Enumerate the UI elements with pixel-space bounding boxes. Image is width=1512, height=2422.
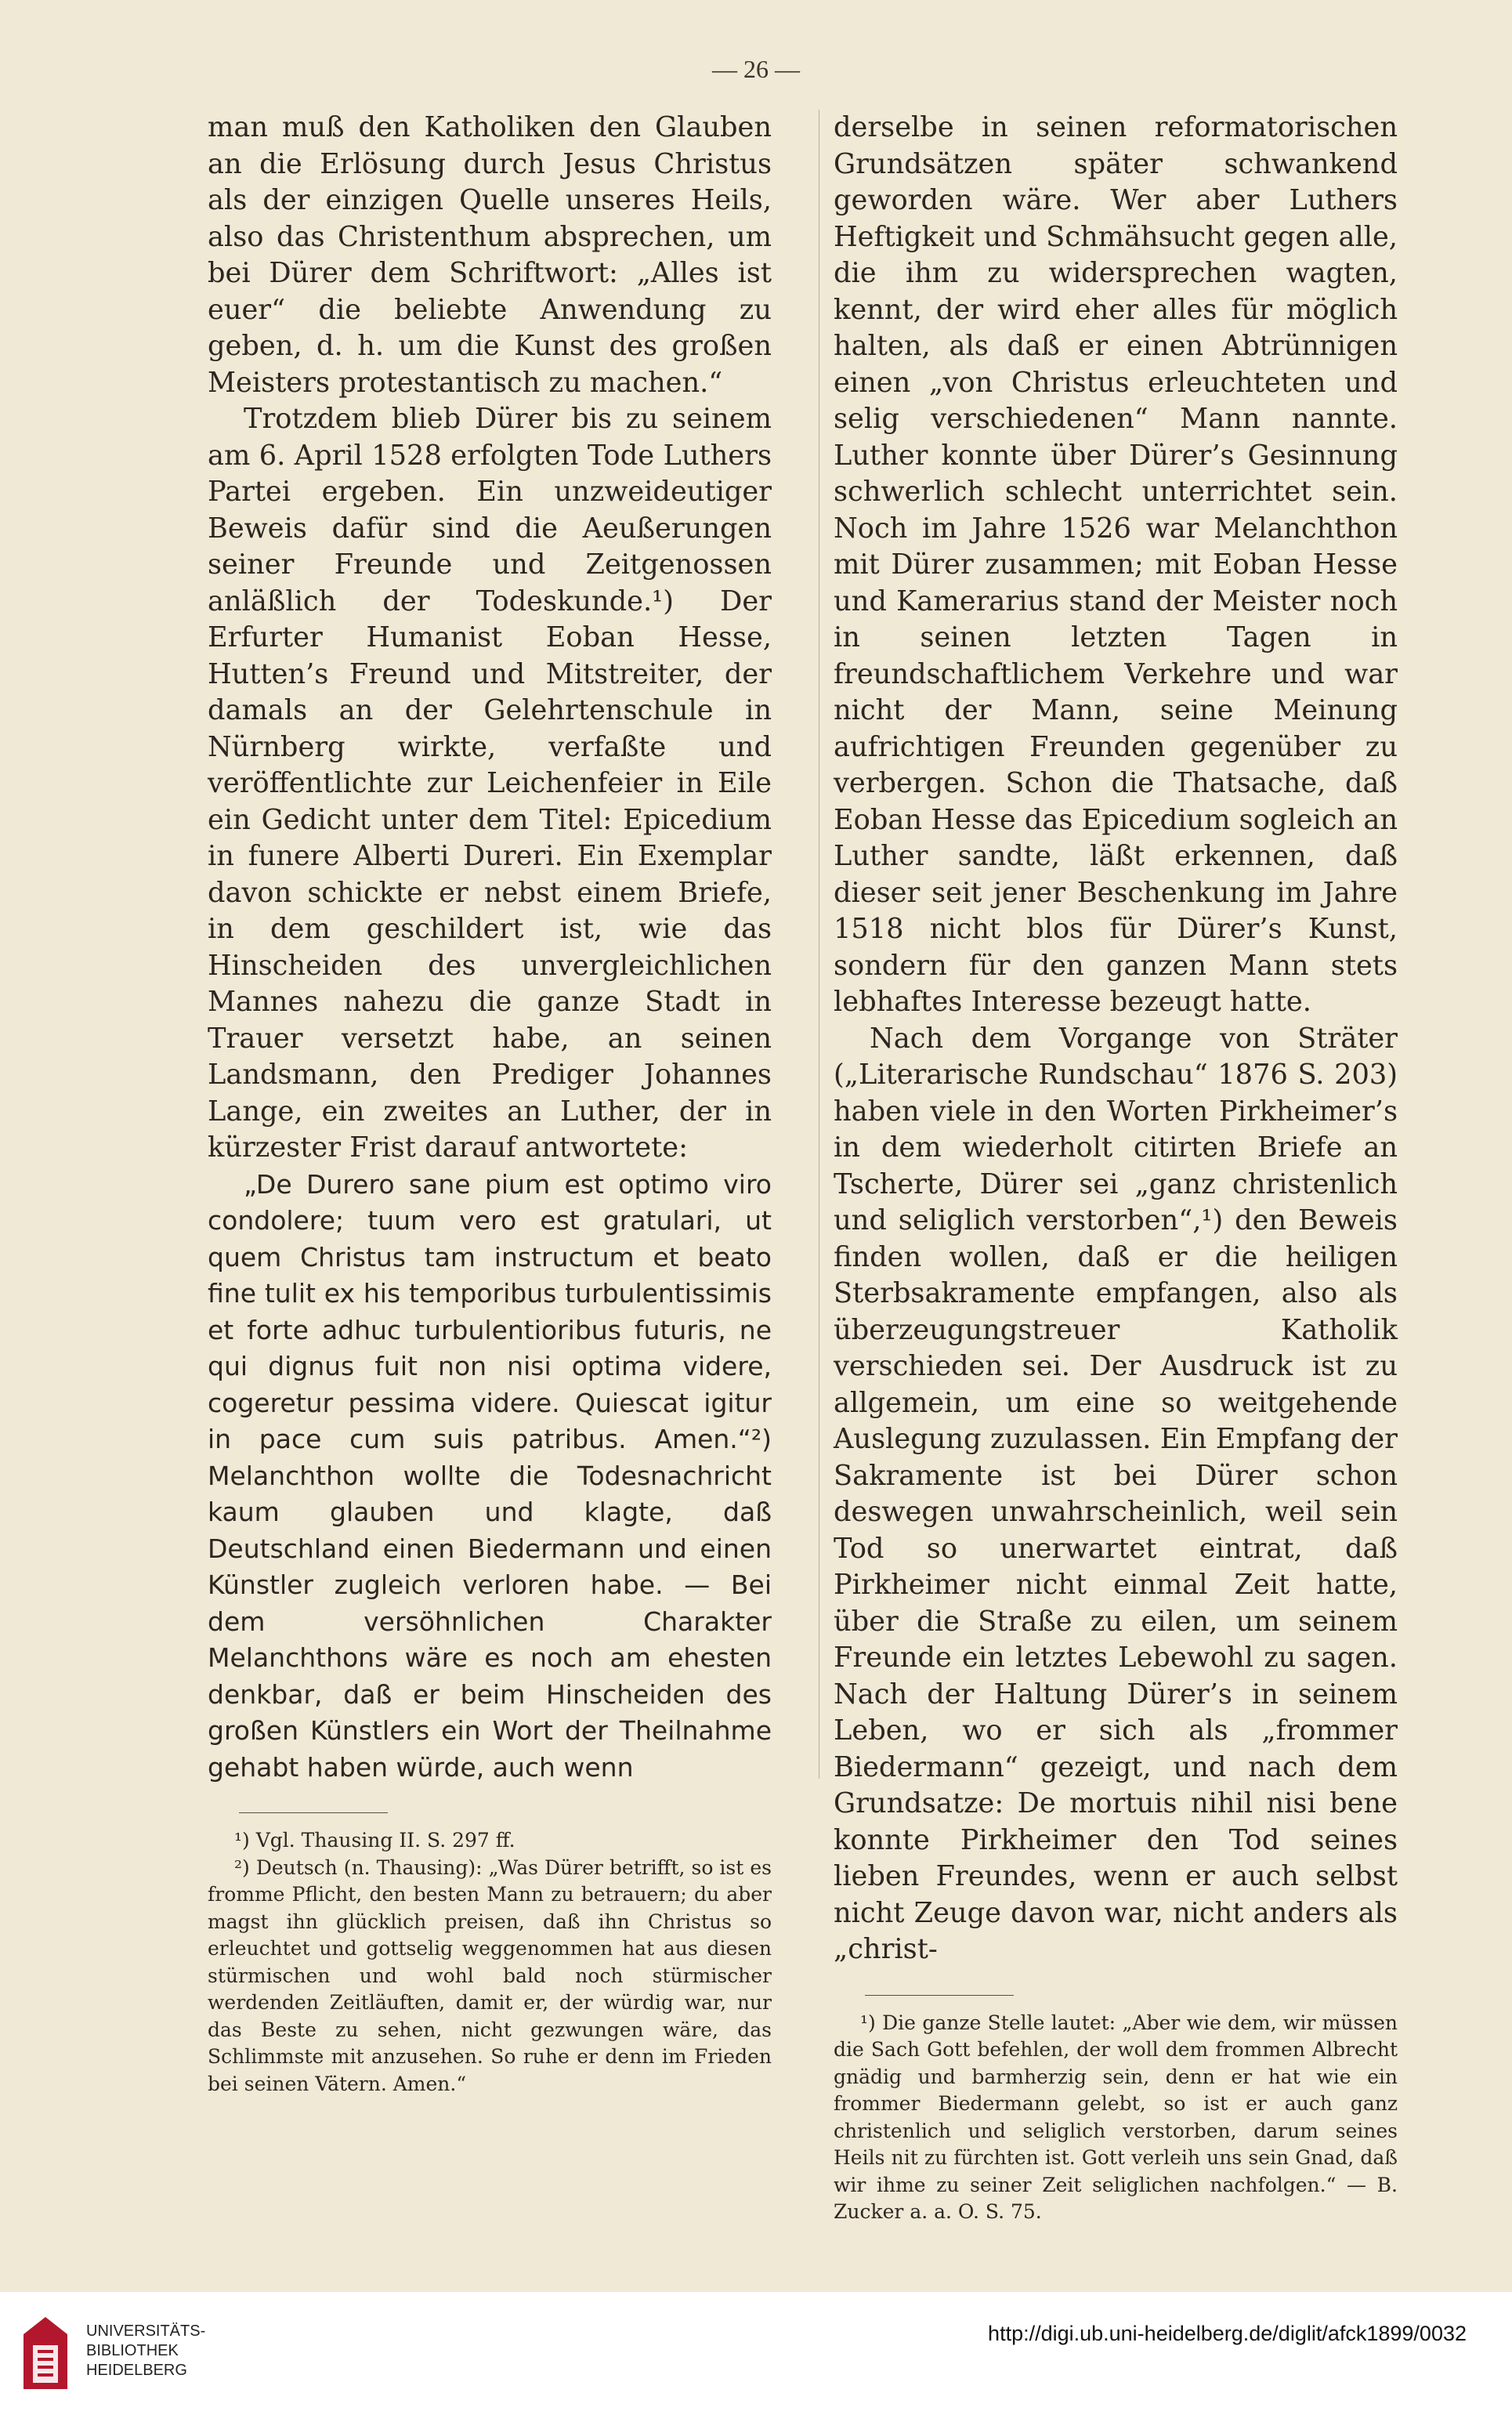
- right-footnotes: [834, 2010, 1398, 2226]
- footnote-2: ²) Deutsch (n. Thausing): „Was Dürer betrifft, so ist es fromme Pflicht, den besten Mann zu betrauern; du aber magst ihn glücklich preisen, daß ihn Christus so erleuchtet und gottselig weggenommen hat aus diesen stürmischen und wohl bald noch stürmischer werdenden Zeitläuften, damit er, der würdig war, nur das Beste zu sehen, nicht gezwungen wäre, das Schlimmste mit anzusehen. So ruhe er denn im Frieden bei seinen Vätern. Amen.“: [208, 1855, 772, 2095]
- left-paragraph-2: Trotzdem blieb Dürer bis zu seinem am 6. April 1528 erfolgten Tode Luthers Partei ergeben. Ein unzweideutiger Beweis dafür sind die Aeußerungen seiner Freunde und Zeitgenossen anläßlich der Todeskunde.¹) Der Erfurter Humanist Eoban Hesse, Hutten’s Freund und Mitstreiter, der damals an der Gelehrtenschule in Nürnberg wirkte, verfaßte und veröffentlichte zur Leichenfeier in Eile ein Gedicht unter dem Titel: Epicedium in funere Alberti Dureri. Ein Exemplar davon schickte er nebst einem Briefe, in dem geschildert ist, wie das Hinscheiden des unvergleichlichen Mannes nahezu die ganze Stadt in Trauer versetzt habe, an seinen Landsmann, den Prediger Johannes Lange, ein zweites an Luther, der in kürzester Frist darauf antwortete:: [208, 403, 772, 1164]
- page-number: — 26 —: [712, 55, 800, 83]
- right-paragraph-2: Nach dem Vorgange von Sträter („Literarische Rundschau“ 1876 S. 203) haben viele in den Worten Pirkheimer’s in dem wiederholt citirten Briefe an Tscherte, Dürer sei „ganz christenlich und seliglich verstorben“,¹) den Beweis finden wollen, daß er die heiligen Sterbsakramente empfangen, also als überzeugungstreuer Katholik verschieden sei. Der Ausdruck ist zu allgemein, um eine so weitgehende Auslegung zuzulassen. Ein Empfang der Sakramente ist bei Dürer schon deswegen unwahrscheinlich, weil sein Tod so unerwartet eintrat, daß Pirkheimer nicht einmal Zeit hatte, über die Straße zu eilen, um seinem Freunde ein letztes Lebewohl zu sagen. Nach der Haltung Dürer’s in seinem Leben, wo er sich als „frommer Biedermann“ gezeigt, und nach dem Grundsatze: De mortuis nihil nisi bene konnte Pirkheimer den Tod seines lieben Freundes, wenn er auch selbst nicht Zeuge davon war, nicht anders als „christ-: [834, 1022, 1398, 1965]
- left-column: [208, 110, 772, 2098]
- footnote-divider: [865, 1995, 1014, 1996]
- left-paragraph-3: „De Durero sane pium est optimo viro condolere; tuum vero est gratulari, ut quem Christus tam instructum et beato fine tulit ex his temporibus turbulentissimis et forte adhuc turbulentioribus futuris, ne qui dignus fuit non nisi optima videre, cogeretur pessima videre. Quiescat igitur in pace cum suis patribus. Amen.“²) Melanchthon wollte die Todesnachricht kaum glauben und klagte, daß Deutschland einen Biedermann und einen Künstler zugleich verloren habe. — Bei dem versöhnlichen Charakter Melanchthons wäre es noch am ehesten denkbar, daß er beim Hinscheiden des großen Künstlers ein Wort der Theilnahme gehabt haben würde, auch wenn: [208, 1168, 772, 1783]
- library-name-line-3: HEIDELBERG: [86, 2362, 187, 2379]
- footnote-1: ¹) Vgl. Thausing II. S. 297 ff.: [234, 1829, 515, 1852]
- source-url[interactable]: http://digi.ub.uni-heidelberg.de/diglit/afck1899/0032: [988, 2322, 1467, 2345]
- footnote-divider: [239, 1812, 388, 1813]
- left-paragraph-1: man muß den Katholiken den Glauben an die Erlösung durch Jesus Christus als der einzigen Quelle unseres Heils, also das Christenthum absprechen, um bei Dürer dem Schriftwort: „Alles ist euer“ die beliebte Anwendung zu geben, d. h. um die Kunst des großen Meisters protestantisch zu machen.“: [208, 111, 772, 399]
- right-paragraph-1: derselbe in seinen reformatorischen Grundsätzen später schwankend geworden wäre. Wer aber Luthers Heftigkeit und Schmähsucht gegen alle, die ihm zu widersprechen wagten, kennt, der wird eher alles für möglich halten, als daß er einen Abtrünnigen einen „von Christus erleuchteten und selig verschiedenen“ Mann nannte. Luther konnte über Dürer’s Gesinnung schwerlich schlecht unterrichtet sein. Noch im Jahre 1526 war Melanchthon mit Dürer zusammen; mit Eoban Hesse und Kamerarius stand der Meister noch in seinen letzten Tagen in freundschaftlichem Verkehre und war nicht der Mann, seine Meinung aufrichtigen Freunden gegenüber zu verbergen. Schon die Thatsache, daß Eoban Hesse das Epicedium sogleich an Luther sandte, läßt erkennen, daß dieser seit jener Beschenkung im Jahre 1518 nicht blos für Dürer’s Kunst, sondern für den ganzen Mann stets lebhaftes Interesse bezeugt hatte.: [834, 111, 1398, 1018]
- library-name-line-1: UNIVERSITÄTS-: [86, 2322, 206, 2340]
- library-name-line-2: BIBLIOTHEK: [86, 2342, 179, 2359]
- right-column: [834, 110, 1398, 2226]
- footer-bar: [0, 2292, 1512, 2422]
- footnote-right-1: ¹) Die ganze Stelle lautet: „Aber wie dem, wir müssen die Sach Gott befehlen, der woll dem frommen Albrecht gnädig und barmherzig sein, denn er hat wie ein frommer Biedermann gelebt, so ist er auch ganz christenlich und seliglich verstorben, darum seines Heils nit zu fürchten ist. Gott verleih uns sein Gnad, daß wir ihme zu seiner Zeit seliglichen nachfolgen.“ — B. Zucker a. a. O. S. 75.: [834, 2011, 1398, 2223]
- university-library-logo-icon: [17, 2314, 74, 2392]
- library-name: [86, 2322, 205, 2380]
- left-footnotes: [208, 1827, 772, 2098]
